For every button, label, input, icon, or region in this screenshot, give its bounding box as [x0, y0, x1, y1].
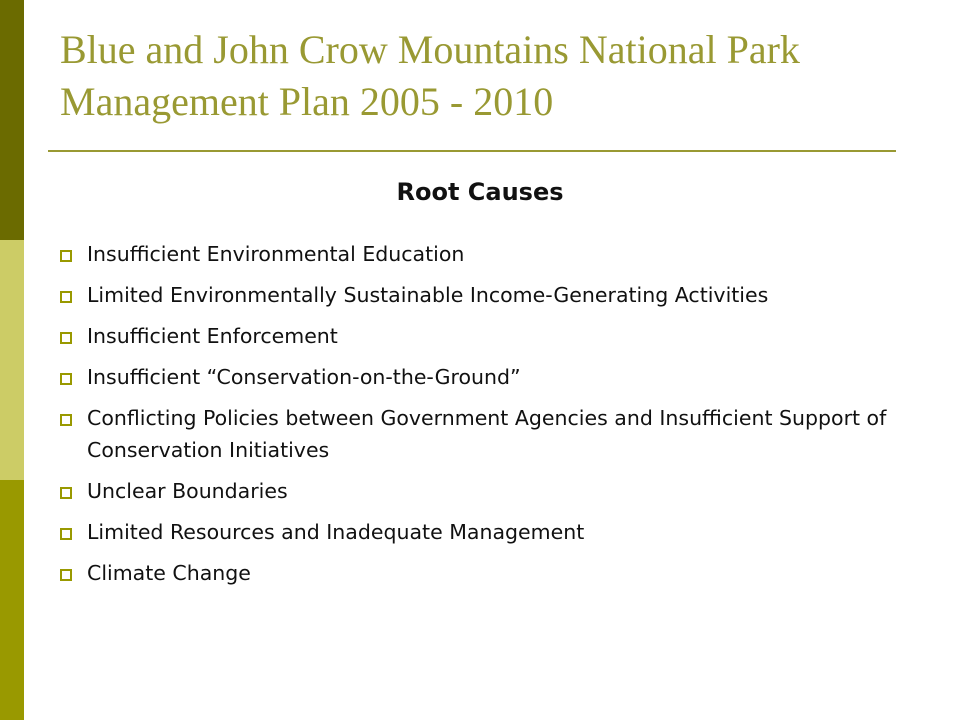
square-bullet-icon — [60, 487, 72, 499]
list-item — [60, 557, 930, 589]
list-item-text: Climate Change — [87, 561, 251, 585]
square-bullet-icon — [60, 528, 72, 540]
list-item-text: Insufficient “Conservation-on-the-Ground” — [87, 365, 521, 389]
square-bullet-icon — [60, 291, 72, 303]
list-item — [60, 320, 930, 352]
square-bullet-icon — [60, 373, 72, 385]
root-causes-list — [60, 238, 930, 598]
list-item — [60, 361, 930, 393]
accent-stripe-bottom — [0, 480, 24, 720]
square-bullet-icon — [60, 414, 72, 426]
square-bullet-icon — [60, 332, 72, 344]
list-item-text: Conflicting Policies between Government Agencies and Insufficient Support of Conservation Initiatives — [87, 406, 887, 462]
list-item-text: Insufficient Enforcement — [87, 324, 338, 348]
list-item — [60, 516, 930, 548]
list-item — [60, 402, 930, 466]
list-item-text: Unclear Boundaries — [87, 479, 288, 503]
accent-stripe-middle — [0, 240, 24, 480]
list-item — [60, 238, 930, 270]
square-bullet-icon — [60, 569, 72, 581]
section-heading: Root Causes — [396, 178, 564, 206]
list-item-text: Insufficient Environmental Education — [87, 242, 465, 266]
slide-title: Blue and John Crow Mountains National Park Management Plan 2005 - 2010 — [60, 27, 800, 124]
list-item-text: Limited Resources and Inadequate Management — [87, 520, 585, 544]
list-item-text: Limited Environmentally Sustainable Income-Generating Activities — [87, 283, 769, 307]
list-item — [60, 475, 930, 507]
list-item — [60, 279, 930, 311]
square-bullet-icon — [60, 250, 72, 262]
title-divider — [48, 150, 896, 152]
